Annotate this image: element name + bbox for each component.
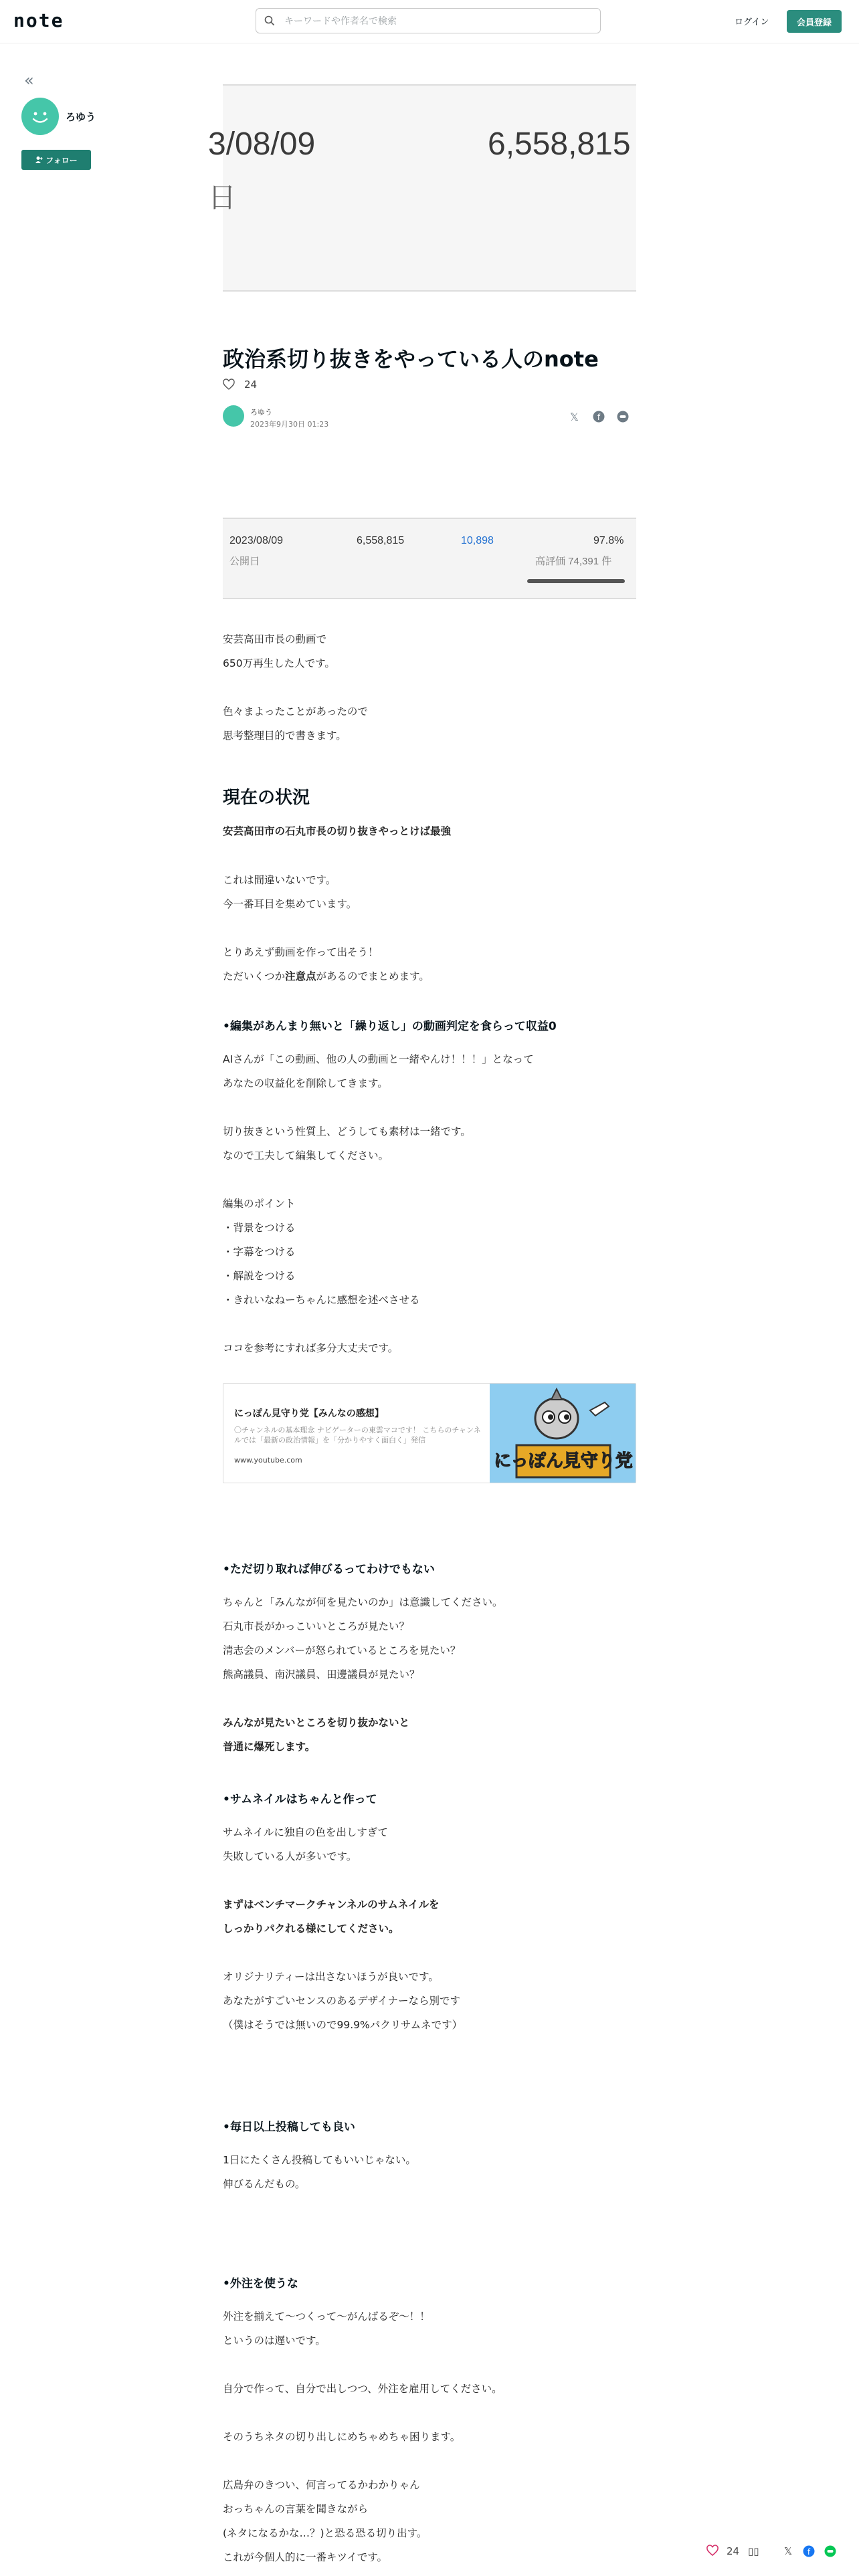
paragraph: 色々まよったことがあったので [223,706,368,718]
text-span: があるのでまとめます。 [316,970,430,982]
user-plus-icon [35,156,43,164]
publish-date: 2023年9月30日 01:23 [250,420,329,429]
magazine-add-icon[interactable]: ▯▯ [748,2545,759,2557]
rating-bar [527,579,625,583]
follow-label: フォロー [45,155,78,165]
search-icon [264,15,275,26]
paragraph: そのうちネタの切り出しにめちゃめちゃ困ります。 [223,2431,461,2443]
subheading: •外注を使うな [223,2277,298,2290]
collapse-sidebar-icon[interactable]: « [24,71,34,90]
paragraph: サムネイルに独自の色を出しすぎて [223,1826,388,1838]
facebook-share-icon[interactable] [593,411,605,425]
bold-paragraph: しっかりパクれる様にしてください。 [223,1923,399,1935]
embed-title: にっぽん見守り党【みんなの感想】 [234,1408,384,1419]
paragraph: というのは遅いです。 [223,2335,326,2347]
paragraph: 外注を揃えて〜つくって〜がんばるぞ〜！！ [223,2311,430,2323]
subheading: •ただ切り取れば伸びるってわけでもない [223,1563,435,1576]
paragraph: 1日にたくさん投稿してもいいじゃない。 [223,2154,416,2166]
paragraph: (ネタになるかな…？)と恐る恐る切り出す。 [223,2527,427,2539]
stats-card [223,518,636,599]
embed-description: 〇チャンネルの基本理念 ナビゲーターの東雲マコです！ こちらのチャンネルでは「最新の政治情報」を「分かりやすく面白く」発信 [234,1426,481,1444]
sidebar-author-name[interactable]: ろゆう [66,111,96,123]
hero-date-label: 日 [208,181,237,214]
paragraph: あなたの収益化を削除してきます。 [223,1077,388,1089]
paragraph: とりあえず動画を作って出そう！ [223,946,379,958]
floating-like-button[interactable] [706,2545,719,2559]
svg-text:f: f [807,2547,811,2557]
paragraph: 安芸高田市長の動画で [223,633,327,645]
list-item: ・きれいなねーちゃんに感想を述べさせる [223,1294,420,1306]
svg-text:f: f [597,413,601,422]
site-header [0,0,859,43]
channel-thumbnail [490,1384,636,1483]
bold-paragraph: 安芸高田市の石丸市長の切り抜きやっとけば最強 [223,825,452,837]
paragraph: 清志会のメンバーが怒られているところを見たい？ [223,1644,461,1656]
embed-url: www.youtube.com [234,1456,302,1465]
paragraph: 編集のポイント [223,1198,296,1210]
list-item: ・字幕をつける [223,1246,296,1258]
paragraph: 今一番耳目を集めています。 [223,898,357,910]
note-logo[interactable]: note [13,9,64,31]
search-box[interactable] [256,8,601,33]
paragraph [223,970,430,983]
stats-likes: 10,898 [461,535,494,546]
paragraph: ココを参考にすれば多分大丈夫です。 [223,1342,399,1354]
paragraph: オリジナリティーは出さないほうが良いです。 [223,1971,439,1983]
line-share-icon[interactable] [617,411,629,425]
paragraph: あなたがすごいセンスのあるデザイナーなら別です [223,1995,460,2007]
thumbnail-text: にっぽん見守り党 [494,1451,633,1471]
byline-avatar[interactable] [223,405,244,427]
line-share-icon[interactable] [824,2545,836,2560]
x-share-icon[interactable]: 𝕏 [570,411,579,423]
section-heading: 現在の状況 [223,788,310,808]
hero-date: 3/08/09 [208,126,316,162]
paragraph: これが今個人的に一番キツイです。 [223,2551,387,2563]
paragraph: AIさんが「この動画、他の人の動画と一緒やんけ！！！」となって [223,1053,534,1065]
floating-like-count: 24 [727,2545,740,2557]
like-row [223,379,257,391]
article-title: 政治系切り抜きをやっている人のnote [223,346,599,372]
like-count: 24 [244,379,258,391]
text-span: ただいくつか [223,970,286,982]
hero-image [208,84,636,292]
heart-icon[interactable] [223,379,235,390]
bold-paragraph: みんなが見たいところを切り抜かないと [223,1717,410,1729]
paragraph: 伸びるんだもの。 [223,2178,306,2190]
paragraph: これは間違いないです。 [223,874,337,886]
paragraph: （僕はそうでは無いので99.9%パクリサムネです） [223,2019,463,2031]
paragraph: 650万再生した人です。 [223,657,335,669]
author-avatar[interactable] [21,98,59,135]
signup-button[interactable]: 会員登録 [787,10,842,33]
list-item: ・背景をつける [223,1222,296,1234]
bold-paragraph: 普通に爆死します。 [223,1741,316,1753]
hero-views: 6,558,815 [488,126,631,162]
follow-button[interactable] [21,150,91,170]
youtube-embed-card[interactable] [223,1383,636,1483]
subheading: •毎日以上投稿しても良い [223,2121,355,2134]
paragraph: 自分で作って、自分で出しつつ、外注を雇用してください。 [223,2383,502,2395]
paragraph: ちゃんと「みんなが何を見たいのか」は意識してください。 [223,1596,503,1608]
stats-date-label: 公開日 [229,556,260,567]
x-share-icon[interactable]: 𝕏 [784,2545,793,2557]
bold-paragraph: まずはベンチマークチャンネルのサムネイルを [223,1899,440,1911]
stats-rating: 97.8% [593,535,624,546]
paragraph: おっちゃんの言葉を聞きながら [223,2503,369,2515]
stats-views: 6,558,815 [357,535,405,546]
stats-rating-label: 高評価 74,391 件 [535,556,612,567]
subheading: •サムネイルはちゃんと作って [223,1793,377,1806]
byline-author[interactable]: ろゆう [250,408,272,417]
paragraph: 失敗している人が多いです。 [223,1850,357,1862]
emphasis: 注意点 [285,970,316,982]
login-link[interactable]: ログイン [735,17,769,27]
paragraph: 熊高議員、南沢議員、田邊議員が見たい？ [223,1669,420,1681]
paragraph: なので工夫して編集してください。 [223,1150,389,1162]
paragraph: 思考整理目的で書きます。 [223,730,347,742]
list-item: ・解説をつける [223,1270,296,1282]
search-input[interactable] [283,13,593,30]
facebook-share-icon[interactable] [803,2545,815,2560]
paragraph: 広島弁のきつい、何言ってるかわかりゃん [223,2479,420,2491]
paragraph: 石丸市長がかっこいいところが見たい？ [223,1620,410,1632]
subheading: •編集があんまり無いと「繰り返し」の動画判定を食らって収益0 [223,1020,557,1033]
smile-icon [21,98,59,135]
heart-icon [706,2545,719,2556]
stats-date: 2023/08/09 [229,535,284,546]
paragraph: 切り抜きという性質上、どうしても素材は一緒です。 [223,1125,471,1138]
